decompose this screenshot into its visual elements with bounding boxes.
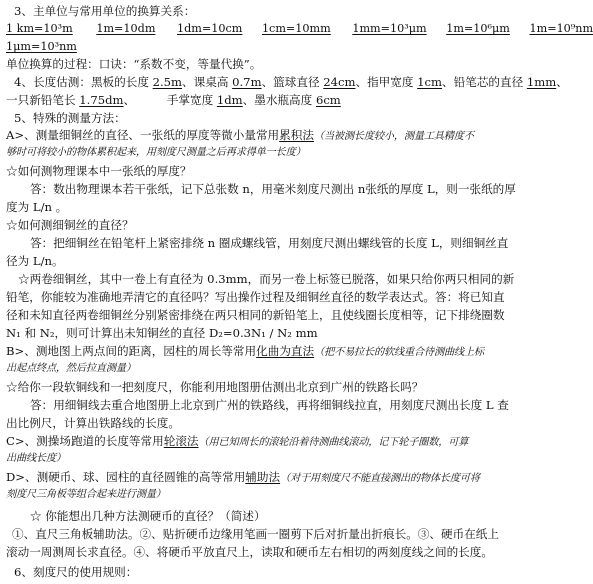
answer-railway-length: 答：用细铜线去重合地图册上北京到广州的铁路线，再将细铜线拉直，用刻度尺测出长度 L 查 <box>30 398 509 412</box>
method-a-note-cont: 够时可将较小的物体累积起来，用刻度尺测量之后再求得单一长度） <box>6 147 306 158</box>
method-c-name: 轮滚法 <box>163 434 199 448</box>
method-d-name: 辅助法 <box>245 470 281 484</box>
estimate-label: 手掌宽度 <box>166 93 214 107</box>
method-c-text: C>、测操场跑道的长度等常用 <box>6 434 164 448</box>
method-c-note: （用已知周长的滚轮沿着待测曲线滚动，记下轮子圈数，可算 <box>198 437 469 448</box>
estimate-label: 、 <box>123 93 136 107</box>
method-a-note: （当被测长度较小，测量工具精度不 <box>313 131 474 142</box>
unit-km-m: 1 km=10³m <box>6 22 73 35</box>
unit-m-um: 1m=10⁶μm <box>446 22 510 35</box>
length-estimates-line-2 <box>6 92 341 108</box>
estimate-label: 4、长度估测：黑板的长度 <box>14 75 149 89</box>
answer-wire-diameter-cont: 径为 L/n。 <box>6 254 64 268</box>
estimate-fingernail: 1cm <box>417 75 443 89</box>
answer-coin-diameter: ①、直尺三角板辅助法。②、贴折硬币边缘用笔画一圈剪下后对折量出折痕长。③、硬币在纸上 <box>12 527 499 541</box>
method-b-note-cont: 出起点终点，然后拉直测量） <box>6 363 136 374</box>
estimate-label: 、课桌高 <box>182 75 229 89</box>
estimate-label: 、篮球直径 <box>261 75 320 89</box>
method-b-line-1 <box>6 343 484 361</box>
method-a-line-1 <box>6 127 474 145</box>
length-estimates-line-1 <box>14 74 568 90</box>
answer-two-wires: 径和未知直径两卷细铜丝分别紧密排绕在两只相同的新铅笔上，且使线圈长度相等，记下排绕圈数 <box>6 308 505 322</box>
conversion-rule: 单位换算的过程：口诀：“系数不变，等量代换”。 <box>6 57 262 71</box>
answer-wire-diameter: 答：把细铜丝在铅笔杆上紧密排绕 n 圈成螺线管，用刻度尺测出螺线管的长度 L，则细铜丝直 <box>30 236 509 250</box>
unit-conversion-row <box>6 21 593 37</box>
method-b-text: B>、测地图上两点间的距离，园柱的周长等常用 <box>6 344 257 358</box>
question-wire-diameter: ☆如何测细铜丝的直径？ <box>6 218 134 232</box>
unit-mm-um: 1mm=10³μm <box>352 22 427 35</box>
estimate-desk: 0.7m <box>232 75 262 89</box>
heading-ruler-rules: 6、刻度尺的使用规则： <box>14 565 138 579</box>
method-c-note-cont: 出曲线长度） <box>6 453 66 464</box>
unit-cm-mm: 1cm=10mm <box>261 22 331 35</box>
question-railway-length: ☆给你一段软铜线和一把刻度尺，你能利用地图册估测出北京到广州的铁路长吗？ <box>6 380 424 394</box>
answer-paper-thickness: 答：数出物理课本若干张纸，记下总张数 n，用毫米刻度尺测出 n张纸的厚度 L，则一张纸的厚 <box>30 182 516 196</box>
estimate-basketball: 24cm <box>323 75 356 89</box>
method-d-line-1 <box>6 469 480 487</box>
answer-paper-thickness-cont: 度为 L/n 。 <box>6 200 68 214</box>
method-d-text: D>、测硬币、球、园柱的直径圆锥的高等常用 <box>6 470 246 484</box>
estimate-pencil-lead: 1mm <box>526 75 557 89</box>
heading-special-methods: 5、特殊的测量方法： <box>14 111 126 125</box>
estimate-ink-bottle: 6cm <box>315 93 341 107</box>
unit-um-nm: 1μm=10³nm <box>6 40 77 53</box>
unit-m-nm: 1m=10⁹nm <box>529 22 593 35</box>
estimate-label: 一只新铅笔长 <box>6 93 76 107</box>
method-b-note: （把不易拉长的软线重合待测曲线上标 <box>314 347 484 358</box>
estimate-label: 、 <box>556 75 568 89</box>
method-d-note: （对于用刻度尺不能直接测出的物体长度可将 <box>280 473 480 484</box>
unit-m-dm: 1m=10dm <box>96 22 156 35</box>
estimate-pencil: 1.75dm <box>79 93 124 107</box>
method-a-name: 累积法 <box>279 128 314 142</box>
method-b-name: 化曲为直法 <box>256 344 315 358</box>
estimate-label: 、墨水瓶高度 <box>242 93 313 107</box>
estimate-label: 、指甲宽度 <box>355 75 414 89</box>
unit-dm-cm: 1dm=10cm <box>177 22 243 35</box>
method-a-text: A>、测量细铜丝的直径、一张纸的厚度等微小量常用 <box>6 128 280 142</box>
estimate-blackboard: 2.5m <box>152 75 183 89</box>
question-two-wires: ☆两卷细铜丝，其中一卷上有直径为 0.3mm，而另一卷上标签已脱落，如果只给你两只相同的新 <box>18 272 515 286</box>
answer-railway-length-cont: 出比例尺，计算出铁路线的长度。 <box>6 416 180 430</box>
method-c-line-1 <box>6 433 468 451</box>
question-coin-diameter: ☆ 你能想出几种方法测硬币的直径？（简述） <box>30 509 266 523</box>
method-d-note-cont: 刻度尺三角板等组合起来进行测量） <box>6 489 166 500</box>
estimate-palm: 1dm <box>216 93 243 107</box>
question-paper-thickness: ☆如何测物理课本中一张纸的厚度？ <box>6 164 192 178</box>
answer-coin-diameter-cont: 滚动一周测周长求直径。④、将硬币平放直尺上，读取和硬币左右相切的两刻度线之间的长度。 <box>6 545 493 559</box>
question-two-wires-cont: 铅笔，你能较为准确地弄清它的直径吗？写出操作过程及细铜丝直径的数学表达式。答：将已知直 <box>6 290 505 304</box>
heading-unit-conversion: 3、主单位与常用单位的换算关系： <box>14 4 196 18</box>
estimate-label: 、铅笔芯的直径 <box>442 75 524 89</box>
answer-two-wires-formula: N₁ 和 N₂，则可计算出未知铜丝的直径 D₂=0.3N₁ / N₂ mm <box>6 326 318 340</box>
